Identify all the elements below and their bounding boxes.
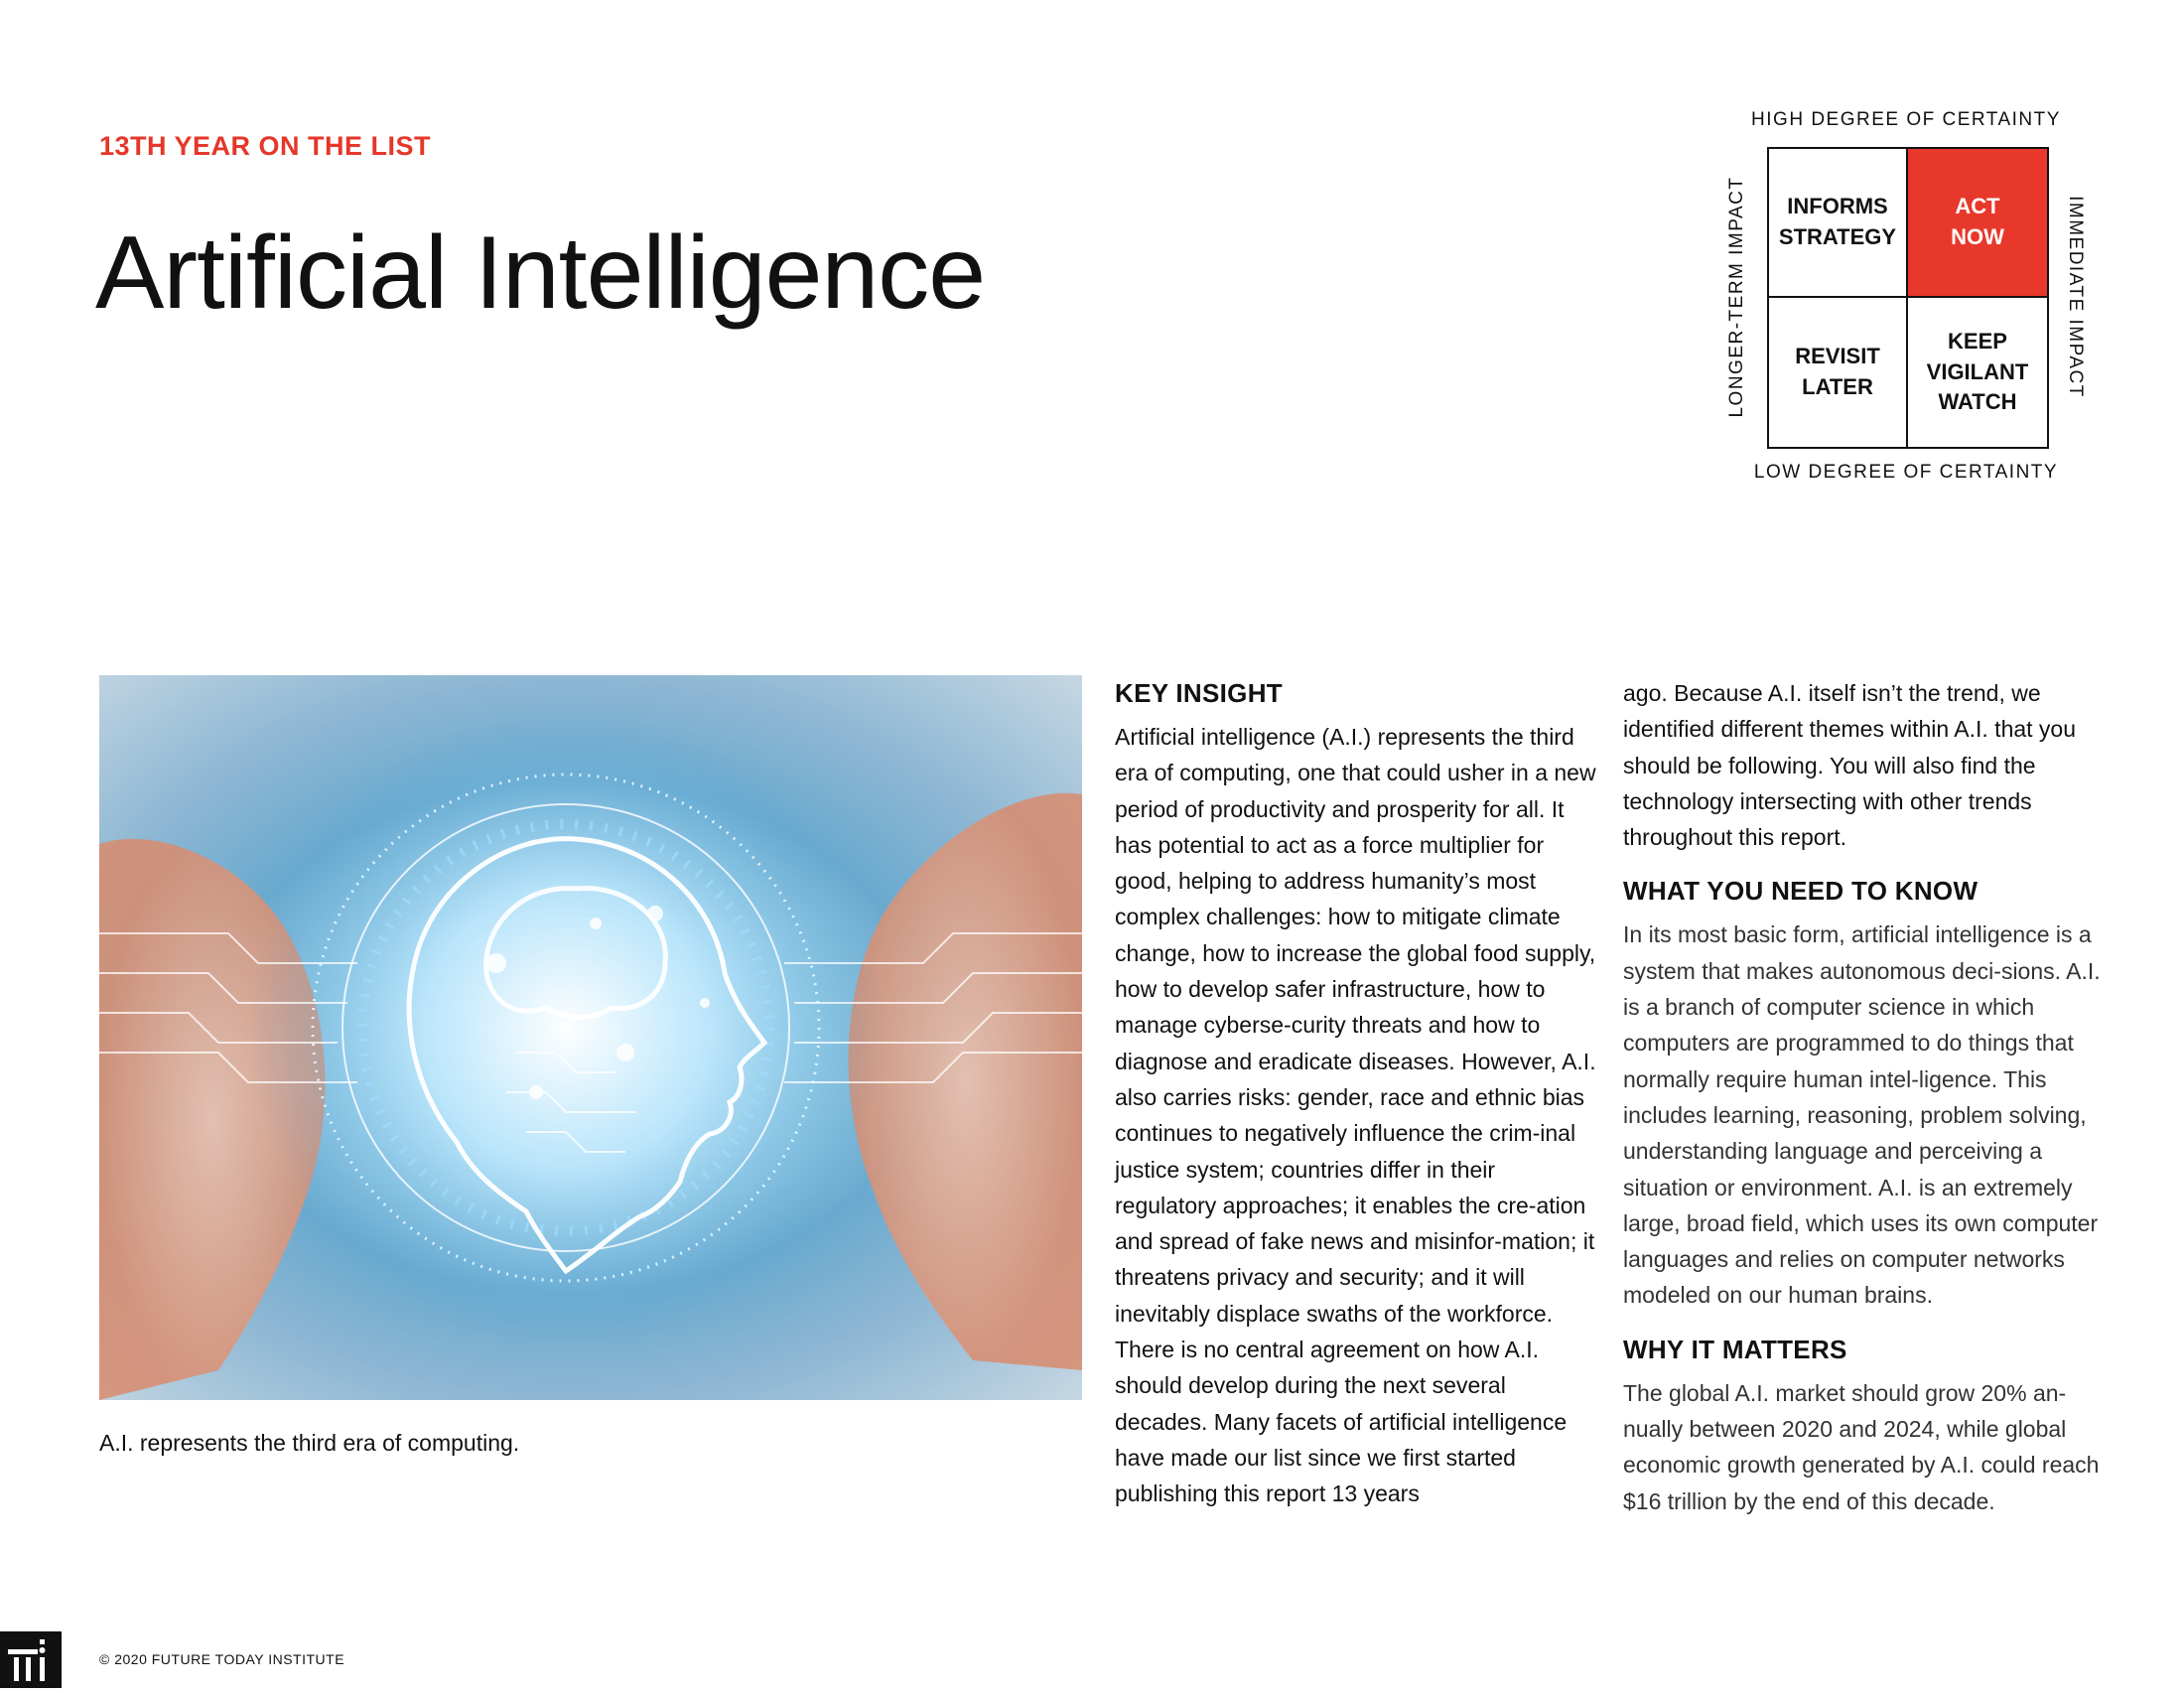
key-insight-heading: KEY INSIGHT	[1115, 678, 1283, 708]
matrix-left-label: LONGER-TERM IMPACT	[1726, 176, 1747, 418]
why-it-matters-body: The global A.I. market should grow 20% an-nually between 2020 and 2024, while global economic growth generated by A.I. could reach $16 trillion by the end of this decade.	[1623, 1379, 2100, 1514]
need-to-know-heading: WHAT YOU NEED TO KNOW	[1623, 876, 1979, 907]
matrix-right-label: IMMEDIATE IMPACT	[2065, 196, 2086, 398]
copyright: © 2020 FUTURE TODAY INSTITUTE	[99, 1651, 345, 1667]
matrix-cell-act-now: ACT NOW	[1908, 149, 2047, 298]
hologram-illustration	[99, 675, 1082, 1400]
matrix-cell-revisit-later: REVISIT LATER	[1769, 298, 1908, 447]
matrix-cell-informs-strategy: INFORMS STRATEGY	[1769, 149, 1908, 298]
need-to-know-body: In its most basic form, artificial intelligence is a system that makes autonomous deci-sions. A.I. is a branch of computer science in which computers are programmed to do things that normally require human intel-ligence. This includes learning, reasoning, problem solving, understanding language and perceiving a situation or environment. A.I. is an extremely large, broad field, which uses its own computer languages and relies on computer networks modeled on our human brains.	[1623, 921, 2101, 1309]
matrix-top-label: HIGH DEGREE OF CERTAINTY	[1751, 109, 2061, 130]
matrix-bottom-label: LOW DEGREE OF CERTAINTY	[1753, 462, 2059, 483]
key-insight-body: Artificial intelligence (A.I.) represents the third era of computing, one that could usher in a new period of productivity and prosperity for all. It has potential to act as a force multiplier for good, helping to address humanity’s most complex challenges: how to mitigate climate change, how to increase the global food supply, how to develop safer infrastructure, how to manage cyberse-curity threats and how to diagnose and eradicate diseases. However, A.I. also carries risks: gender, race and ethnic bias continues to negatively influence the crim-inal justice system; countries differ in their regulatory approaches; it enables the cre-ation and spread of fake news and misinfor-mation; it threatens privacy and security; and it will inevitably displace swaths of the workforce. There is no central agreement on how A.I. should develop during the next several decades. Many facets of artificial intelligence have made our list since we first started publishing this report 13 years	[1115, 724, 1596, 1507]
why-it-matters-heading: WHY IT MATTERS	[1623, 1334, 1847, 1364]
fti-logo-icon	[0, 1631, 62, 1688]
fti-logo-mark	[0, 1631, 62, 1688]
eyebrow-label: 13TH YEAR ON THE LIST	[99, 131, 432, 161]
ai-brain-hologram-photo	[99, 675, 1082, 1400]
article-column-2	[1623, 675, 2110, 1519]
key-insight-continued: ago. Because A.I. itself isn’t the trend, we identified different themes within A.I. that you should be following. You will also find the technology intersecting with other trends throughout this report.	[1623, 680, 2077, 851]
matrix-grid	[1767, 147, 2049, 449]
article-column-1	[1115, 675, 1601, 1512]
page-title: Artificial Intelligence	[95, 215, 986, 331]
matrix-cell-keep-vigilant-watch: KEEP VIGILANT WATCH	[1926, 328, 2029, 415]
image-caption: A.I. represents the third era of computing.	[99, 1430, 520, 1456]
